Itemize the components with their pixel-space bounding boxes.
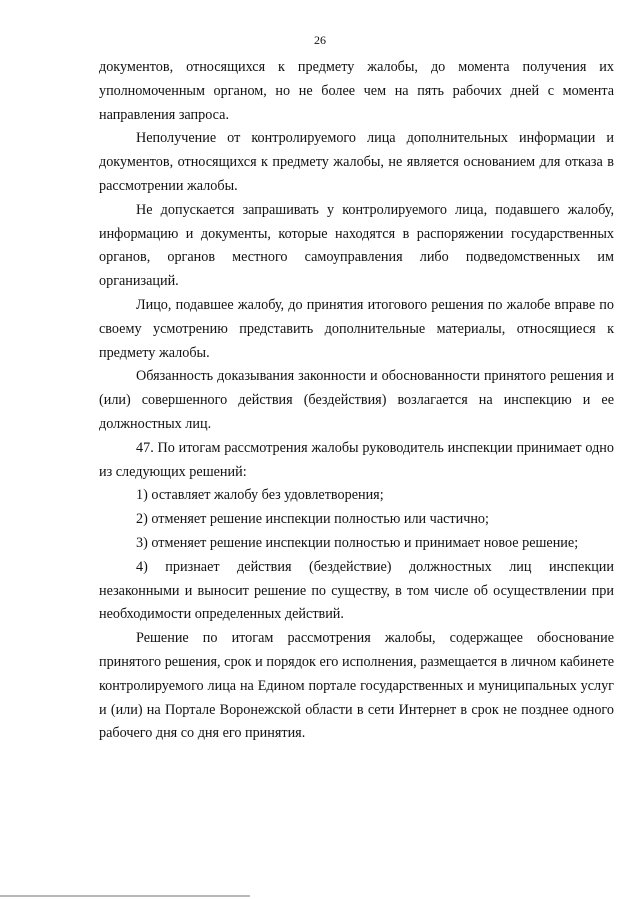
list-item-2: 2) отменяет решение инспекции полностью или частично; xyxy=(136,511,489,528)
document-body xyxy=(99,56,614,746)
list-item-3: 3) отменяет решение инспекции полностью и принимает новое решение; xyxy=(136,534,579,551)
paragraph-non-receipt: Неполучение от контролируемого лица дополнительных информации и документов, относящихся к предмету жалобы, не является основанием для отказа в рассмотрении жалобы. xyxy=(99,130,614,194)
paragraph-continued: документов, относящихся к предмету жалобы, до момента получения их уполномоченным органом, но не более чем на пять рабочих дней с момента направления запроса. xyxy=(99,59,614,123)
paragraph-no-request: Не допускается запрашивать у контролируемого лица, подавшего жалобу, информацию и документы, которые находятся в распоряжении государственных органов, органов местного самоуправления либо подведомственных им организаций. xyxy=(99,201,614,290)
bottom-divider xyxy=(0,895,250,897)
paragraph-clause-47: 47. По итогам рассмотрения жалобы руководитель инспекции принимает одно из следующих решений: xyxy=(99,439,614,480)
page-number: 26 xyxy=(314,33,326,47)
paragraph-decision-publication: Решение по итогам рассмотрения жалобы, содержащее обоснование принятого решения, срок и порядок его исполнения, размещается в личном кабинете контролируемого лица на Едином портале государственных и муниципальных услуг и (или) на Портале Воронежской области в сети Интернет в срок не позднее одного рабочего дня со дня его принятия. xyxy=(99,630,614,742)
list-item-1: 1) оставляет жалобу без удовлетворения; xyxy=(136,487,384,504)
list-item-4: 4) признает действия (бездействие) должностных лиц инспекции незаконными и выносит решение по существу, в том числе об осуществлении при необходимости определенных действий. xyxy=(99,558,614,623)
paragraph-burden-of-proof: Обязанность доказывания законности и обоснованности принятого решения и (или) совершенного действия (бездействия) возлагается на инспекцию и ее должностных лиц. xyxy=(99,368,614,432)
paragraph-additional-materials: Лицо, подавшее жалобу, до принятия итогового решения по жалобе вправе по своему усмотрению представить дополнительные материалы, относящиеся к предмету жалобы. xyxy=(99,296,614,361)
